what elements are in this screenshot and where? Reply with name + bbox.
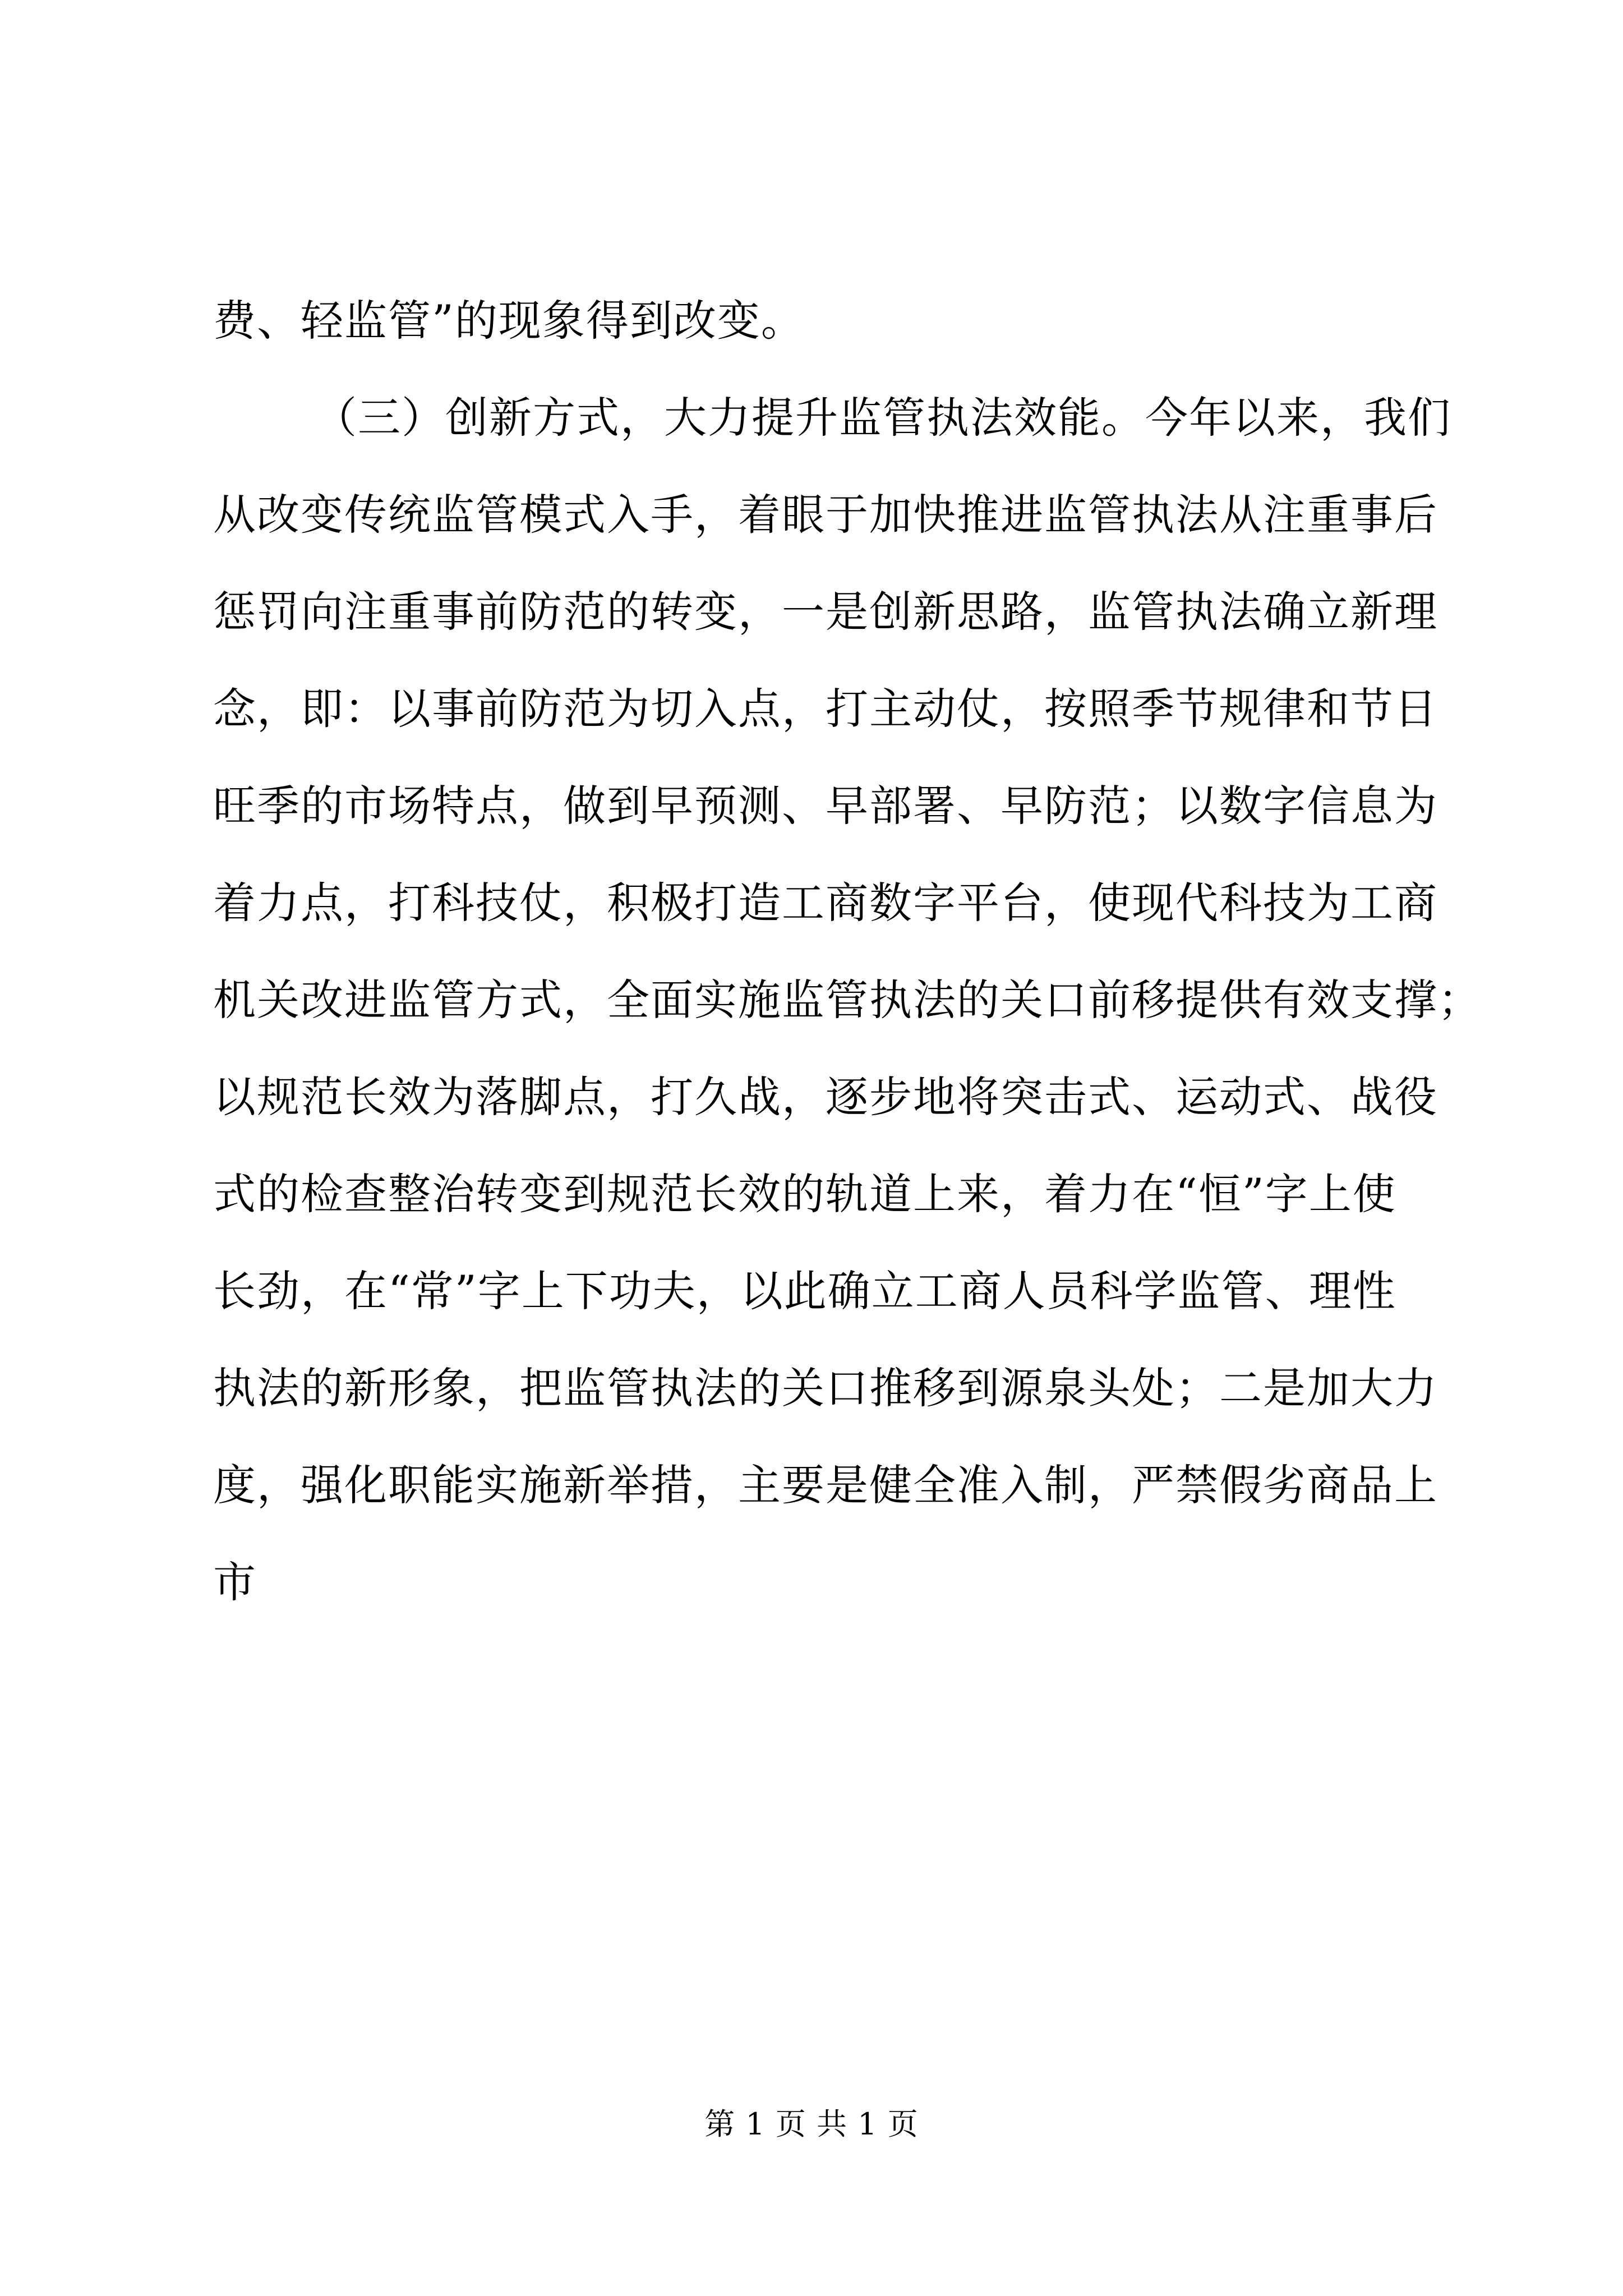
body-line-14: 市 [213,1557,257,1607]
body-line-1: 费、轻监管”的现象得到改变。 [213,296,805,346]
body-line-6: 旺季的市场特点，做到早预测、早部署、早防范；以数字信息为 [213,781,1438,831]
page-footer: 第 1 页 共 1 页 [704,2106,919,2142]
body-line-10: 式的检查整治转变到规范长效的轨道上来，着力在“恒”字上使 [213,1169,1396,1219]
body-line-4: 惩罚向注重事前防范的转变，一是创新思路，监管执法确立新理 [213,587,1438,637]
body-line-12: 执法的新形象，把监管执法的关口推移到源泉头处；二是加大力 [213,1363,1438,1413]
body-line-2: （三）创新方式，大力提升监管执法效能。今年以来，我们 [314,393,1451,443]
body-line-3: 从改变传统监管模式入手，着眼于加快推进监管执法从注重事后 [213,490,1438,540]
body-line-13: 度，强化职能实施新举措，主要是健全准入制，严禁假劣商品上 [213,1460,1438,1510]
body-line-5: 念，即：以事前防范为切入点，打主动仗，按照季节规律和节日 [213,684,1438,734]
body-line-7: 着力点，打科技仗，积极打造工商数字平台，使现代科技为工商 [213,878,1438,928]
body-line-8: 机关改进监管方式，全面实施监管执法的关口前移提供有效支撑； [213,975,1482,1025]
body-line-9: 以规范长效为落脚点，打久战，逐步地将突击式、运动式、战役 [213,1072,1438,1122]
body-line-11: 长劲，在“常”字上下功夫，以此确立工商人员科学监管、理性 [213,1266,1396,1316]
